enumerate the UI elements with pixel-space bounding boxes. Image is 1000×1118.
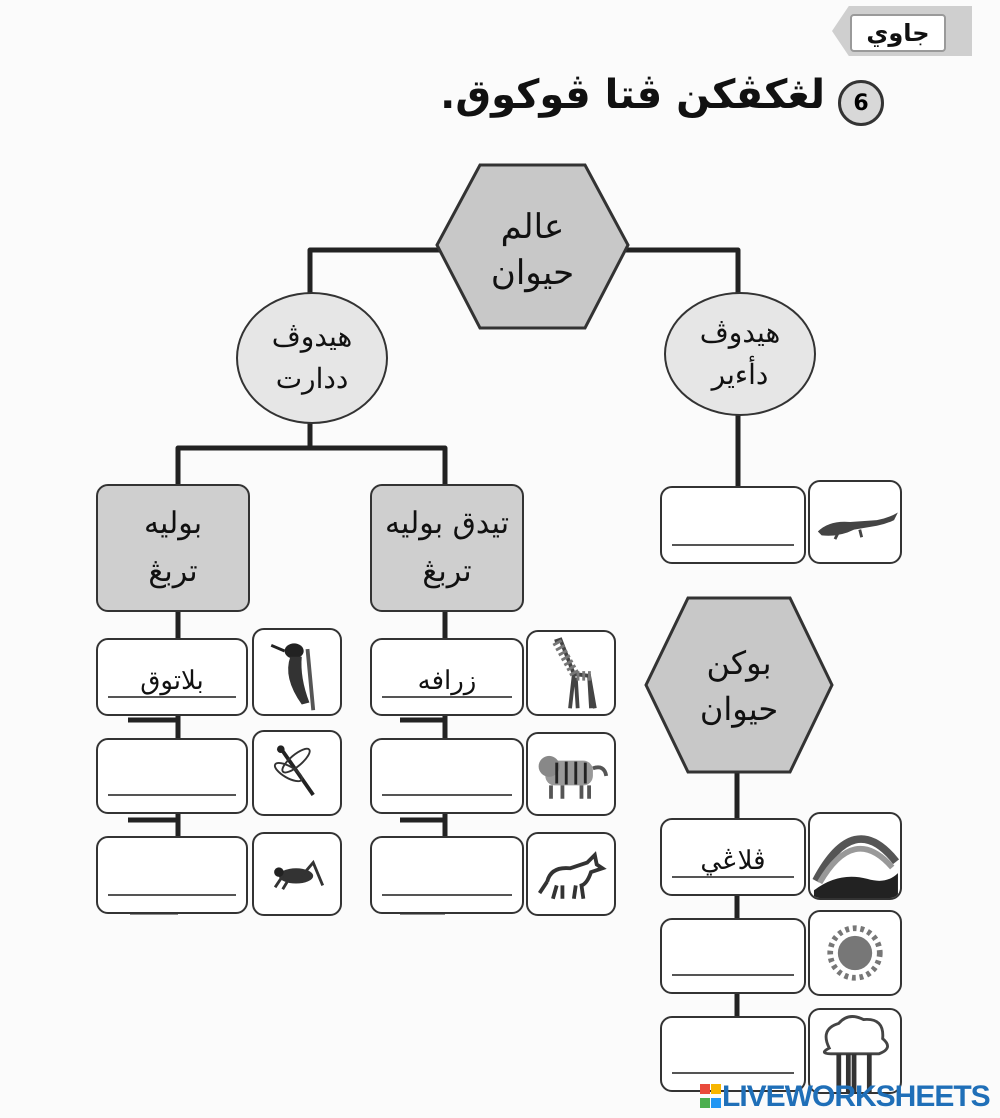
dragonfly-icon: [254, 732, 340, 814]
answer-giraffe: زرافه: [417, 666, 477, 696]
land-animals-node: [236, 292, 388, 424]
rainbow-icon: [810, 814, 900, 898]
grasshopper-icon: [254, 834, 340, 914]
answer-box-woodpecker[interactable]: [96, 638, 248, 716]
answer-box-rainbow[interactable]: [660, 818, 806, 896]
logo-text: LIVEWORKSHEETS: [722, 1080, 990, 1113]
water-line2: دأءير: [711, 358, 769, 391]
answer-box-giraffe[interactable]: [370, 638, 524, 716]
answer-box-sun[interactable]: [660, 918, 806, 994]
non-animal-line1: بوکن: [706, 644, 772, 682]
crocodile-picture: [808, 480, 902, 564]
tiger-icon: [528, 734, 614, 814]
non-animal-node: [650, 608, 828, 764]
question-text: لڠكڤكن ڤتا ڤوكوق.: [440, 72, 825, 118]
land-line1: هيدوڤ: [271, 320, 353, 353]
sun-icon: [810, 912, 900, 994]
water-line1: هيدوڤ: [699, 316, 781, 349]
header-tab-label: جاوي: [850, 14, 946, 52]
dragonfly-picture: [252, 730, 342, 816]
answer-box-tiger[interactable]: [370, 738, 524, 814]
cannot-fly-node: [370, 484, 524, 612]
water-animals-node: [664, 292, 816, 416]
can-fly-line1: بوليه: [143, 506, 203, 541]
crocodile-icon: [810, 482, 900, 562]
logo-mark: [700, 1084, 722, 1112]
answer-rainbow: ڤلاڠي: [700, 846, 766, 876]
answer-box-dragonfly[interactable]: [96, 738, 248, 814]
root-line1: عالم: [500, 207, 565, 247]
root-node: [440, 175, 625, 325]
woodpecker-picture: [252, 628, 342, 716]
can-fly-line2: تربڠ: [148, 554, 198, 589]
answer-woodpecker: بلاتوق: [140, 666, 204, 696]
can-fly-node: [96, 484, 250, 612]
question-number: 6: [838, 80, 884, 126]
giraffe-picture: [526, 630, 616, 716]
non-animal-line2: حيوان: [699, 690, 779, 728]
grasshopper-picture: [252, 832, 342, 916]
liveworksheets-logo: [700, 1080, 990, 1114]
cannot-fly-line1: تيدق بوليه: [384, 506, 510, 541]
root-line2: حيوان: [490, 253, 575, 293]
cannot-fly-line2: تربڠ: [422, 554, 472, 589]
wolf-icon: [528, 834, 614, 914]
giraffe-icon: [528, 632, 614, 714]
woodpecker-icon: [254, 630, 340, 714]
answer-box-wolf[interactable]: [370, 836, 524, 914]
answer-box-crocodile[interactable]: [660, 486, 806, 564]
sun-picture: [808, 910, 902, 996]
land-line2: ددارت: [275, 362, 349, 395]
answer-box-grasshopper[interactable]: [96, 836, 248, 914]
rainbow-picture: [808, 812, 902, 900]
tiger-picture: [526, 732, 616, 816]
wolf-picture: [526, 832, 616, 916]
